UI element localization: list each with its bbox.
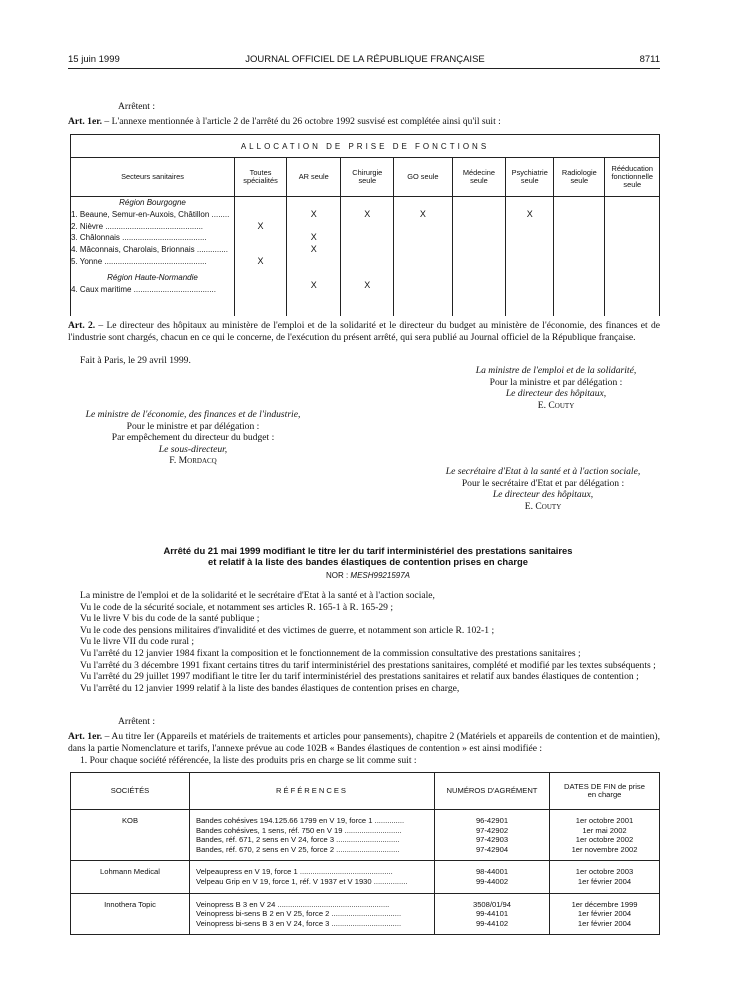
arretent-2: Arrêtent : — [118, 716, 156, 727]
visa-line: Vu l'arrêté du 29 juillet 1997 modifiant le titre Ier du tarif interministériel des prestations sanitaires et relatif aux bandes élastiques de contention ; — [80, 671, 639, 683]
visa-line: Vu l'arrêté du 3 décembre 1991 fixant certains titres du tarif interministériel des prestations sanitaires, complété et modifié par les textes subséquents ; — [80, 659, 656, 671]
dates-cell: 1er octobre 2003 1er février 2004 — [550, 861, 660, 893]
visa-line: Vu le livre VII du code rural ; — [80, 636, 195, 648]
signature-ministre-emploi: La ministre de l'emploi et de la solidarité, Pour la ministre et par délégation : Le directeur des hôpitaux, E. Couty — [475, 365, 637, 411]
col-secteurs: Secteurs sanitaires — [71, 158, 235, 197]
article-2-label: Art. 2. — [68, 320, 96, 331]
secteurs-cell — [71, 197, 235, 317]
chirurgie-marks: X X — [341, 197, 394, 317]
go-marks: X — [394, 197, 452, 317]
toutes-marks: X X — [235, 197, 287, 317]
col-psychiatrie: Psychiatrie seule — [506, 158, 554, 197]
col-dates: DATES DE FIN de prise en charge — [550, 773, 660, 810]
visa-line: Vu le code de la sécurité sociale, et notamment ses articles R. 165-1 à R. 165-29 ; — [80, 601, 393, 613]
secteur-row: 4. Mâconnais, Charolais, Brionnais .............. — [71, 245, 228, 255]
visas — [68, 590, 660, 694]
ar-marks: X X X X — [287, 197, 341, 317]
col-go: GO seule — [394, 158, 452, 197]
fait-a-paris: Fait à Paris, le 29 avril 1999. — [80, 355, 191, 366]
header-rule — [68, 68, 660, 69]
article-1 — [68, 116, 660, 128]
nums-cell: 98-44001 99-44002 — [435, 861, 550, 893]
col-societes: SOCIÉTÉS — [71, 773, 190, 810]
table-row — [71, 861, 660, 893]
visa-line: Vu l'arrêté du 12 janvier 1984 fixant la composition et le fonctionnement de la commission consultative des prestations sanitaires ; — [80, 647, 581, 659]
article-1-bis — [68, 731, 660, 754]
refs-cell: Velpeaupress en V 19, force 1 ............................................ Velpeau Grip en V 19, force 1, réf. V 1937 et V 1930 ................ — [190, 861, 435, 893]
allocation-table — [70, 134, 660, 316]
article-1-bis-text: – Au titre Ier (Appareils et matériels de traitements et articles pour pansements), chapitre 2 (Matériels et appareils de contention et de maintien), dans la partie Nomenclature et tarifs, l'annexe prévue au code 102B « Bandes élastiques de contention » est ainsi modifiée : — [68, 731, 660, 754]
secteur-row: 4. Caux maritime ..................................... — [71, 284, 216, 294]
psychiatrie-marks: X — [506, 197, 554, 317]
secteur-row: 2. Nièvre ............................................ — [71, 221, 204, 231]
page-number: 8711 — [639, 54, 660, 65]
societe-cell: Lohmann Medical — [71, 861, 190, 893]
region-haute-normandie: Région Haute-Normandie — [107, 272, 198, 282]
nor-reference: NOR : MESH9921597A — [325, 571, 411, 580]
references-table — [70, 772, 660, 935]
col-reeducation: Rééducation fonctionnelle seule — [605, 158, 660, 197]
visa-line: La ministre de l'emploi et de la solidarité et le secrétaire d'Etat à la santé et à l'action sociale, — [80, 590, 435, 601]
region-bourgogne: Région Bourgogne — [119, 198, 186, 207]
secteur-row: 5. Yonne .............................................. — [71, 256, 207, 266]
article-1-bis-label: Art. 1er. — [68, 731, 103, 742]
table-row — [71, 810, 660, 861]
allocation-caption: ALLOCATION DE PRISE DE FONCTIONS — [71, 135, 660, 158]
signature-ministre-economie: Le ministre de l'économie, des finances et de l'industrie, Pour le ministre et par délégation : Par empêchement du directeur du budget : Le sous-directeur, F. Mordacq — [85, 409, 301, 467]
societe-cell: Innothera Topic — [71, 893, 190, 935]
article-1-text: – L'annexe mentionnée à l'article 2 de l'arrêté du 26 octobre 1992 susvisé est complétée ainsi qu'il suit : — [102, 116, 501, 127]
table-row — [71, 893, 660, 935]
nums-cell: 3508/01/94 99-44101 99-44102 — [435, 893, 550, 935]
col-numeros: NUMÉROS D'AGRÉMENT — [435, 773, 550, 810]
article-2 — [68, 320, 660, 343]
nums-cell: 96-42901 97-42902 97-42903 97-42904 — [435, 810, 550, 861]
page-date: 15 juin 1999 — [68, 54, 120, 65]
societe-cell: KOB — [71, 810, 190, 861]
arretent-1: Arrêtent : — [118, 101, 156, 112]
col-references: RÉFÉRENCES — [190, 773, 435, 810]
secteur-row: 3. Châlonnais ...................................... — [71, 233, 207, 243]
dates-cell: 1er décembre 1999 1er février 2004 1er février 2004 — [550, 893, 660, 935]
reeducation-marks — [605, 197, 660, 317]
journal-title: JOURNAL OFFICIEL DE LA RÉPUBLIQUE FRANÇAISE — [245, 54, 485, 65]
medecine-marks — [452, 197, 506, 317]
col-toutes: Toutes spécialités — [235, 158, 287, 197]
point-1: 1. Pour chaque société référencée, la liste des produits pris en charge se lit comme suit : — [80, 755, 417, 766]
col-radiologie: Radiologie seule — [554, 158, 605, 197]
refs-cell: Bandes cohésives 194.125.66 1799 en V 19, force 1 .............. Bandes cohésives, 1 sens, réf. 750 en V 19 ........................... Bandes, réf. 671, 2 sens en V 24, force 3 .............................. Bandes, réf. 670, 2 sens en V 25, force 2 .............................. — [190, 810, 435, 861]
visa-line: Vu le code des pensions militaires d'invalidité et des victimes de guerre, et notamment son article R. 102-1 ; — [80, 624, 495, 636]
secteur-row: 1. Beaune, Semur-en-Auxois, Châtillon ........ — [71, 209, 230, 219]
col-ar: AR seule — [287, 158, 341, 197]
visa-line: Vu le livre V bis du code de la santé publique ; — [80, 613, 260, 625]
signature-secretaire-etat: Le secrétaire d'Etat à la santé et à l'action sociale, Pour le secrétaire d'Etat et par délégation : Le directeur des hôpitaux, E. Couty — [445, 466, 641, 512]
refs-cell: Veinopress B 3 en V 24 ..................................................... Veinopress bi-sens B 2 en V 25, force 2 ................................. Veinopress bi-sens B 3 en V 24, force 3 ................................. — [190, 893, 435, 935]
col-medecine: Médecine seule — [452, 158, 506, 197]
radiologie-marks — [554, 197, 605, 317]
col-chirurgie: Chirurgie seule — [341, 158, 394, 197]
article-1-label: Art. 1er. — [68, 116, 103, 127]
dates-cell: 1er octobre 2001 1er mai 2002 1er octobre 2002 1er novembre 2002 — [550, 810, 660, 861]
article-2-text: – Le directeur des hôpitaux au ministère de l'emploi et de la solidarité et le directeur du budget au ministère de l'économie, des finances et de l'industrie sont chargés, chacun en ce qui le concerne, de l'exécution du présent arrêté, qui sera publié au Journal officiel de la République française. — [68, 320, 660, 343]
visa-line: Vu l'arrêté du 12 janvier 1999 relatif à la liste des bandes élastiques de contention prises en charge, — [80, 682, 460, 694]
arrete-title: Arrêté du 21 mai 1999 modifiant le titre Ier du tarif interministériel des prestations sanitaires et relatif à la liste des bandes élastiques de contention prises en charge — [163, 545, 573, 567]
